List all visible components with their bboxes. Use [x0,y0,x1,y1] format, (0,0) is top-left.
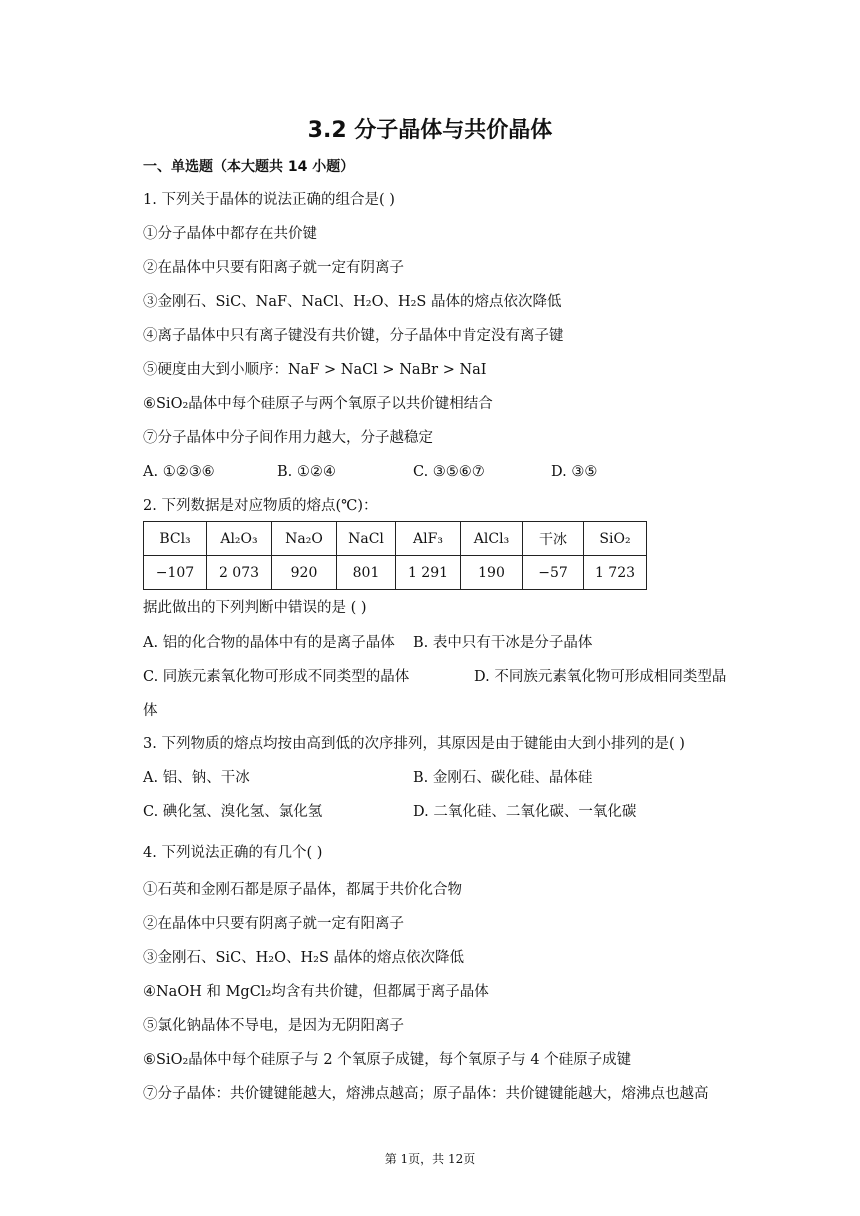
q2-stem: 2. 下列数据是对应物质的熔点(℃)： [143,498,378,514]
q1-item: ⑤硬度由大到小顺序：NaF > NaCl > NaBr > NaI [143,362,487,378]
q4-item: ⑦分子晶体：共价键键能越大，熔沸点越高；原子晶体：共价键键能越大，熔沸点也越高 [143,1086,709,1102]
melting-point-table [143,521,647,590]
table-cell: 190 [461,556,523,590]
table-cell: 1 723 [584,556,647,590]
q3-option-a: A. 铝、钠、干冰 [143,770,250,786]
q2-judge: 据此做出的下列判断中错误的是 ( ) [143,600,367,616]
table-row [144,556,647,590]
section-heading: 一、单选题（本大题共 14 小题） [143,159,355,175]
q2-option-d-wrap: 体 [143,703,158,719]
table-cell: Na₂O [272,522,337,556]
q4-stem: 4. 下列说法正确的有几个( ) [143,845,323,861]
q1-item: ⑥SiO₂晶体中每个硅原子与两个氧原子以共价键相结合 [143,396,493,412]
table-cell: 2 073 [207,556,272,590]
table-cell: Al₂O₃ [207,522,272,556]
table-cell: BCl₃ [144,522,207,556]
table-cell: 干冰 [523,522,584,556]
q4-item: ①石英和金刚石都是原子晶体，都属于共价化合物 [143,882,462,898]
table-cell: NaCl [337,522,396,556]
table-header-row [144,522,647,556]
q1-option-c: C. ③⑤⑥⑦ [413,464,485,480]
table-cell: AlF₃ [396,522,461,556]
table-cell: 920 [272,556,337,590]
q3-option-b: B. 金刚石、碳化硅、晶体硅 [413,770,593,786]
page-title: 3.2 分子晶体与共价晶体 [307,118,553,143]
q4-item: ③金刚石、SiC、H₂O、H₂S 晶体的熔点依次降低 [143,950,465,966]
q4-item: ②在晶体中只要有阴离子就一定有阳离子 [143,916,404,932]
page-footer: 第 1页，共 12页 [384,1152,476,1166]
q2-option-a: A. 铝的化合物的晶体中有的是离子晶体 [143,635,395,651]
q1-option-b: B. ①②④ [277,464,336,480]
q4-item: ⑥SiO₂晶体中每个硅原子与 2 个氧原子成键，每个氧原子与 4 个硅原子成键 [143,1052,632,1068]
table-cell: −107 [144,556,207,590]
table-cell: 1 291 [396,556,461,590]
q1-item: ①分子晶体中都存在共价键 [143,226,317,242]
q2-option-b: B. 表中只有干冰是分子晶体 [413,635,593,651]
table-cell: SiO₂ [584,522,647,556]
q4-item: ④NaOH 和 MgCl₂均含有共价键，但都属于离子晶体 [143,984,489,1000]
q3-option-d: D. 二氧化硅、二氧化碳、一氧化碳 [413,804,637,820]
q2-option-c: C. 同族元素氧化物可形成不同类型的晶体 [143,669,410,685]
q3-option-c: C. 碘化氢、溴化氢、氯化氢 [143,804,323,820]
q1-item: ⑦分子晶体中分子间作用力越大，分子越稳定 [143,430,433,446]
q3-stem: 3. 下列物质的熔点均按由高到低的次序排列，其原因是由于键能由大到小排列的是( ) [143,736,685,752]
q1-item: ④离子晶体中只有离子键没有共价键，分子晶体中肯定没有离子键 [143,328,564,344]
q1-item: ③金刚石、SiC、NaF、NaCl、H₂O、H₂S 晶体的熔点依次降低 [143,294,562,310]
q1-stem: 1. 下列关于晶体的说法正确的组合是( ) [143,192,395,208]
q4-item: ⑤氯化钠晶体不导电，是因为无阴阳离子 [143,1018,404,1034]
q1-option-d: D. ③⑤ [551,464,598,480]
q1-item: ②在晶体中只要有阳离子就一定有阴离子 [143,260,404,276]
q2-option-d: D. 不同族元素氧化物可形成相同类型晶 [474,669,727,685]
table-cell: −57 [523,556,584,590]
table-cell: AlCl₃ [461,522,523,556]
q1-option-a: A. ①②③⑥ [143,464,215,480]
table-cell: 801 [337,556,396,590]
